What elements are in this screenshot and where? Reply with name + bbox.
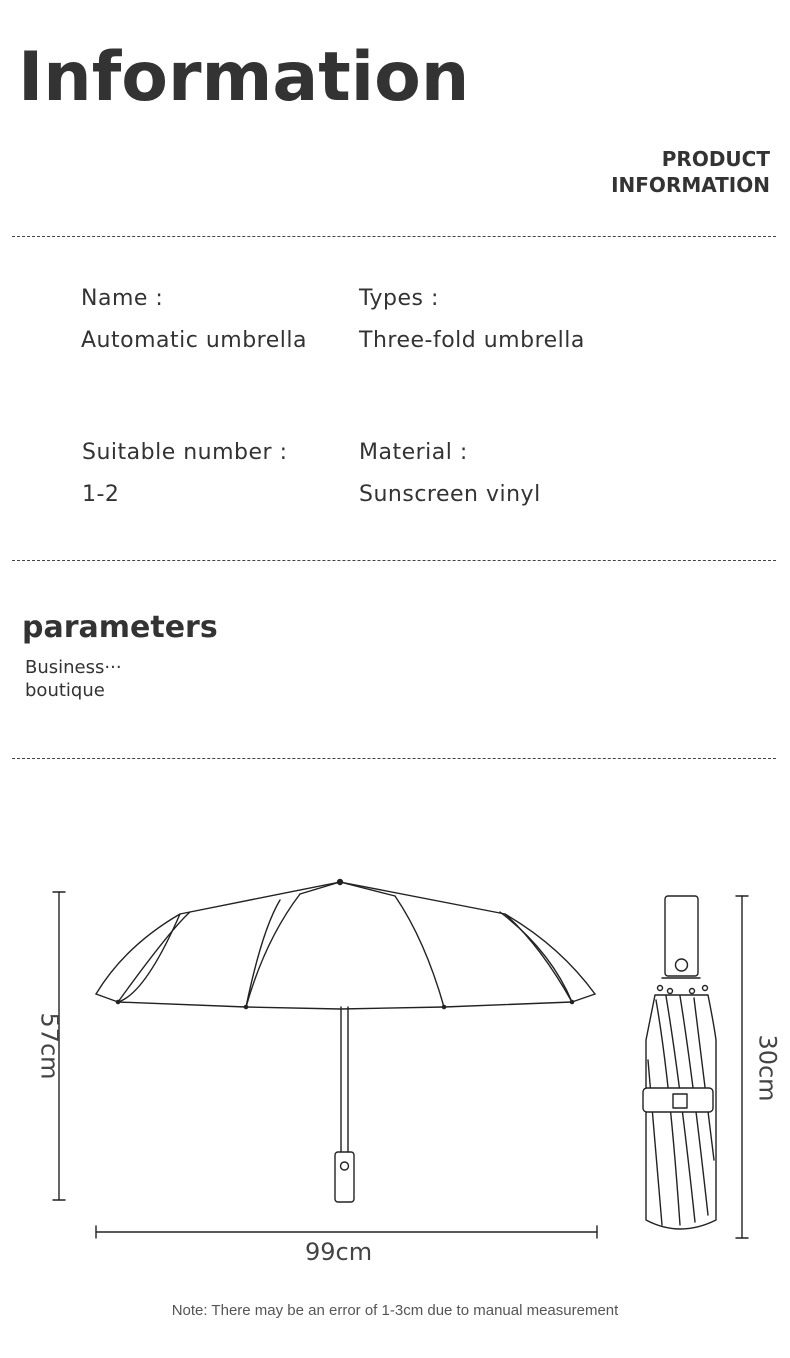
width-dimension-line <box>96 1226 597 1238</box>
suitable-number-value: 1-2 <box>82 482 120 507</box>
name-label: Name : <box>81 286 164 311</box>
types-value: Three-fold umbrella <box>359 328 585 353</box>
subtitle-line-1: PRODUCT <box>661 147 770 171</box>
open-umbrella-canopy-icon <box>96 880 595 1010</box>
subtitle-line-2: INFORMATION <box>611 173 770 197</box>
section-subtitle <box>611 146 770 198</box>
divider <box>12 560 776 561</box>
parameters-heading: parameters <box>22 610 218 645</box>
suitable-number-label: Suitable number : <box>82 440 288 465</box>
page-title: Information <box>18 38 470 117</box>
folded-height-label: 30cm <box>753 1034 782 1102</box>
material-label: Material : <box>359 440 468 465</box>
parameters-sub-line-1: Business··· <box>25 657 122 678</box>
divider <box>12 758 776 759</box>
parameters-subtext <box>25 656 122 702</box>
types-label: Types : <box>359 286 439 311</box>
name-value: Automatic umbrella <box>81 328 307 353</box>
folded-umbrella-icon <box>643 896 716 1229</box>
umbrella-handle-icon <box>335 1007 354 1202</box>
open-width-label: 99cm <box>305 1238 373 1266</box>
measurement-note: Note: There may be an error of 1-3cm due to manual measurement <box>171 1302 619 1319</box>
material-value: Sunscreen vinyl <box>359 482 541 507</box>
umbrella-diagram <box>0 860 790 1280</box>
open-height-label: 57cm <box>35 1012 64 1080</box>
divider <box>12 236 776 237</box>
folded-height-dimension-line <box>736 896 748 1238</box>
parameters-sub-line-2: boutique <box>25 680 105 701</box>
